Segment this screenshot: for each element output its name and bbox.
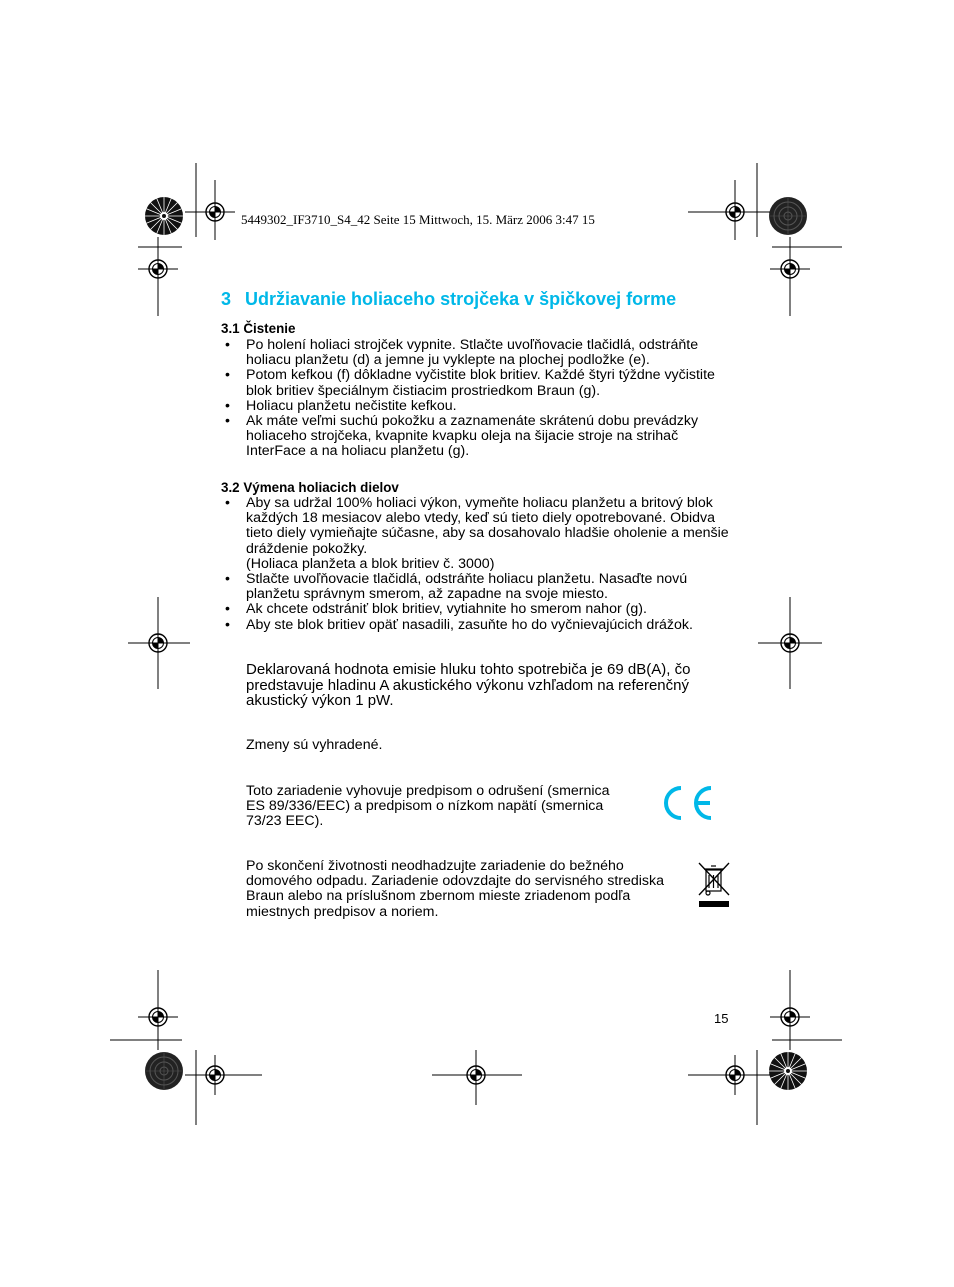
list-item-line: (Holiaca planžeta a blok britiev č. 3000): [246, 555, 495, 572]
list-item-line: holiaceho strojčeka, kvapnite kvapku oleja na šijacie stroje na strihač: [246, 428, 679, 445]
list-item-line: • Po holení holiaci strojček vypnite. Stlačte uvoľňovacie tlačidlá, odstráňte: [246, 337, 699, 353]
disposal-text: [246, 859, 664, 920]
list-item: [221, 368, 741, 398]
list-item: [221, 414, 741, 460]
paragraph-line: Deklarovaná hodnota emisie hluku tohto spotrebiča je 69 dB(A), čo: [246, 661, 691, 678]
starburst-mark-top-left: [145, 197, 183, 235]
paragraph-line: domového odpadu. Zariadenie odovzdajte do servisného strediska: [246, 873, 665, 890]
list-item: [221, 338, 741, 368]
list-item: [221, 496, 741, 572]
paragraph-line: Po skončení životnosti neodhadzujte zariadenie do bežného: [246, 858, 624, 874]
starburst-mark-bottom-right: [769, 1052, 807, 1090]
list-item: [221, 399, 741, 414]
starburst-mark-bottom-left: [145, 1052, 183, 1090]
paragraph-line: predstavuje hladinu A akustického výkonu vzhľadom na referenčný: [246, 676, 689, 694]
paragraph-line: akustický výkon 1 pW.: [246, 692, 394, 709]
list-item-line: • Aby sa udržal 100% holiaci výkon, vymeňte holiacu planžetu a britový blok: [246, 495, 713, 511]
noise-declaration: [246, 662, 690, 709]
starburst-mark-top-right: [769, 197, 807, 235]
paragraph-line: 73/23 EEC).: [246, 813, 324, 830]
list-item-line: každých 18 mesiacov alebo vtedy, keď sú tieto diely opotrebované. Obidva: [246, 510, 716, 527]
list-item: [221, 572, 741, 602]
replacement-list: [221, 496, 741, 633]
list-item-line: blok britiev špeciálnym čistiacim prostriedkom Braun (g).: [246, 382, 601, 399]
changes-note: Zmeny sú vyhradené.: [246, 737, 383, 753]
list-item-line: • Aby ste blok britiev opäť nasadili, zasuňte ho do vyčnievajúcich drážok.: [246, 616, 693, 633]
cleaning-heading: 3.1 Čistenie: [221, 321, 296, 336]
paragraph-line: ES 89/336/EEC) a predpisom o nízkom napätí (smernica: [246, 798, 604, 815]
crossed-out-wheelie-bin-icon: [697, 861, 731, 909]
paragraph-line: Braun alebo na príslušnom zbernom mieste zriadenom podľa: [246, 888, 631, 905]
section-number: 3: [221, 289, 232, 309]
list-item-line: • Potom kefkou (f) dôkladne vyčistite blok britiev. Každé štyri týždne vyčistite: [246, 367, 715, 384]
compliance-text: [246, 784, 610, 830]
list-item-line: • Ak chcete odstrániť blok britiev, vytiahnite ho smerom nahor (g).: [246, 601, 647, 618]
list-item: [221, 602, 741, 617]
cleaning-list: [221, 338, 741, 460]
list-item-line: • Ak máte veľmi suchú pokožku a zaznamenáte skrátenú dobu prevádzky: [246, 413, 699, 430]
list-item: [221, 618, 741, 633]
list-item-line: holiacu planžetu (d) a jemne ju vyklepte na plochej podložke (e).: [246, 352, 650, 369]
file-info-header: 5449302_IF3710_S4_42 Seite 15 Mittwoch, 15. März 2006 3:47 15: [241, 212, 595, 227]
list-item-line: • Stlačte uvoľňovacie tlačidlá, odstráňte holiacu planžetu. Nasaďte novú: [246, 571, 688, 588]
section-title-text: Udržiavanie holiaceho strojčeka v špičkovej forme: [245, 289, 677, 309]
paragraph-line: Toto zariadenie vyhovuje predpisom o odrušení (smernica: [246, 783, 610, 799]
ce-mark-icon: [664, 785, 730, 821]
paragraph-line: miestnych predpisov a noriem.: [246, 903, 439, 920]
page-number: 15: [714, 1011, 729, 1026]
list-item-line: InterFace a na holiacu planžetu (g).: [246, 443, 470, 460]
list-item-line: • Holiacu planžetu nečistite kefkou.: [246, 397, 457, 414]
list-item-line: dráždenie pokožky.: [246, 540, 368, 557]
section-title: [221, 289, 676, 310]
list-item-line: planžetu správnym smerom, až zapadne na svoje miesto.: [246, 586, 608, 603]
list-item-line: tieto diely vymieňajte súčasne, aby sa dosahovalo hladšie oholenie a menšie: [246, 525, 729, 542]
replacement-heading: 3.2 Výmena holiacich dielov: [221, 480, 399, 495]
